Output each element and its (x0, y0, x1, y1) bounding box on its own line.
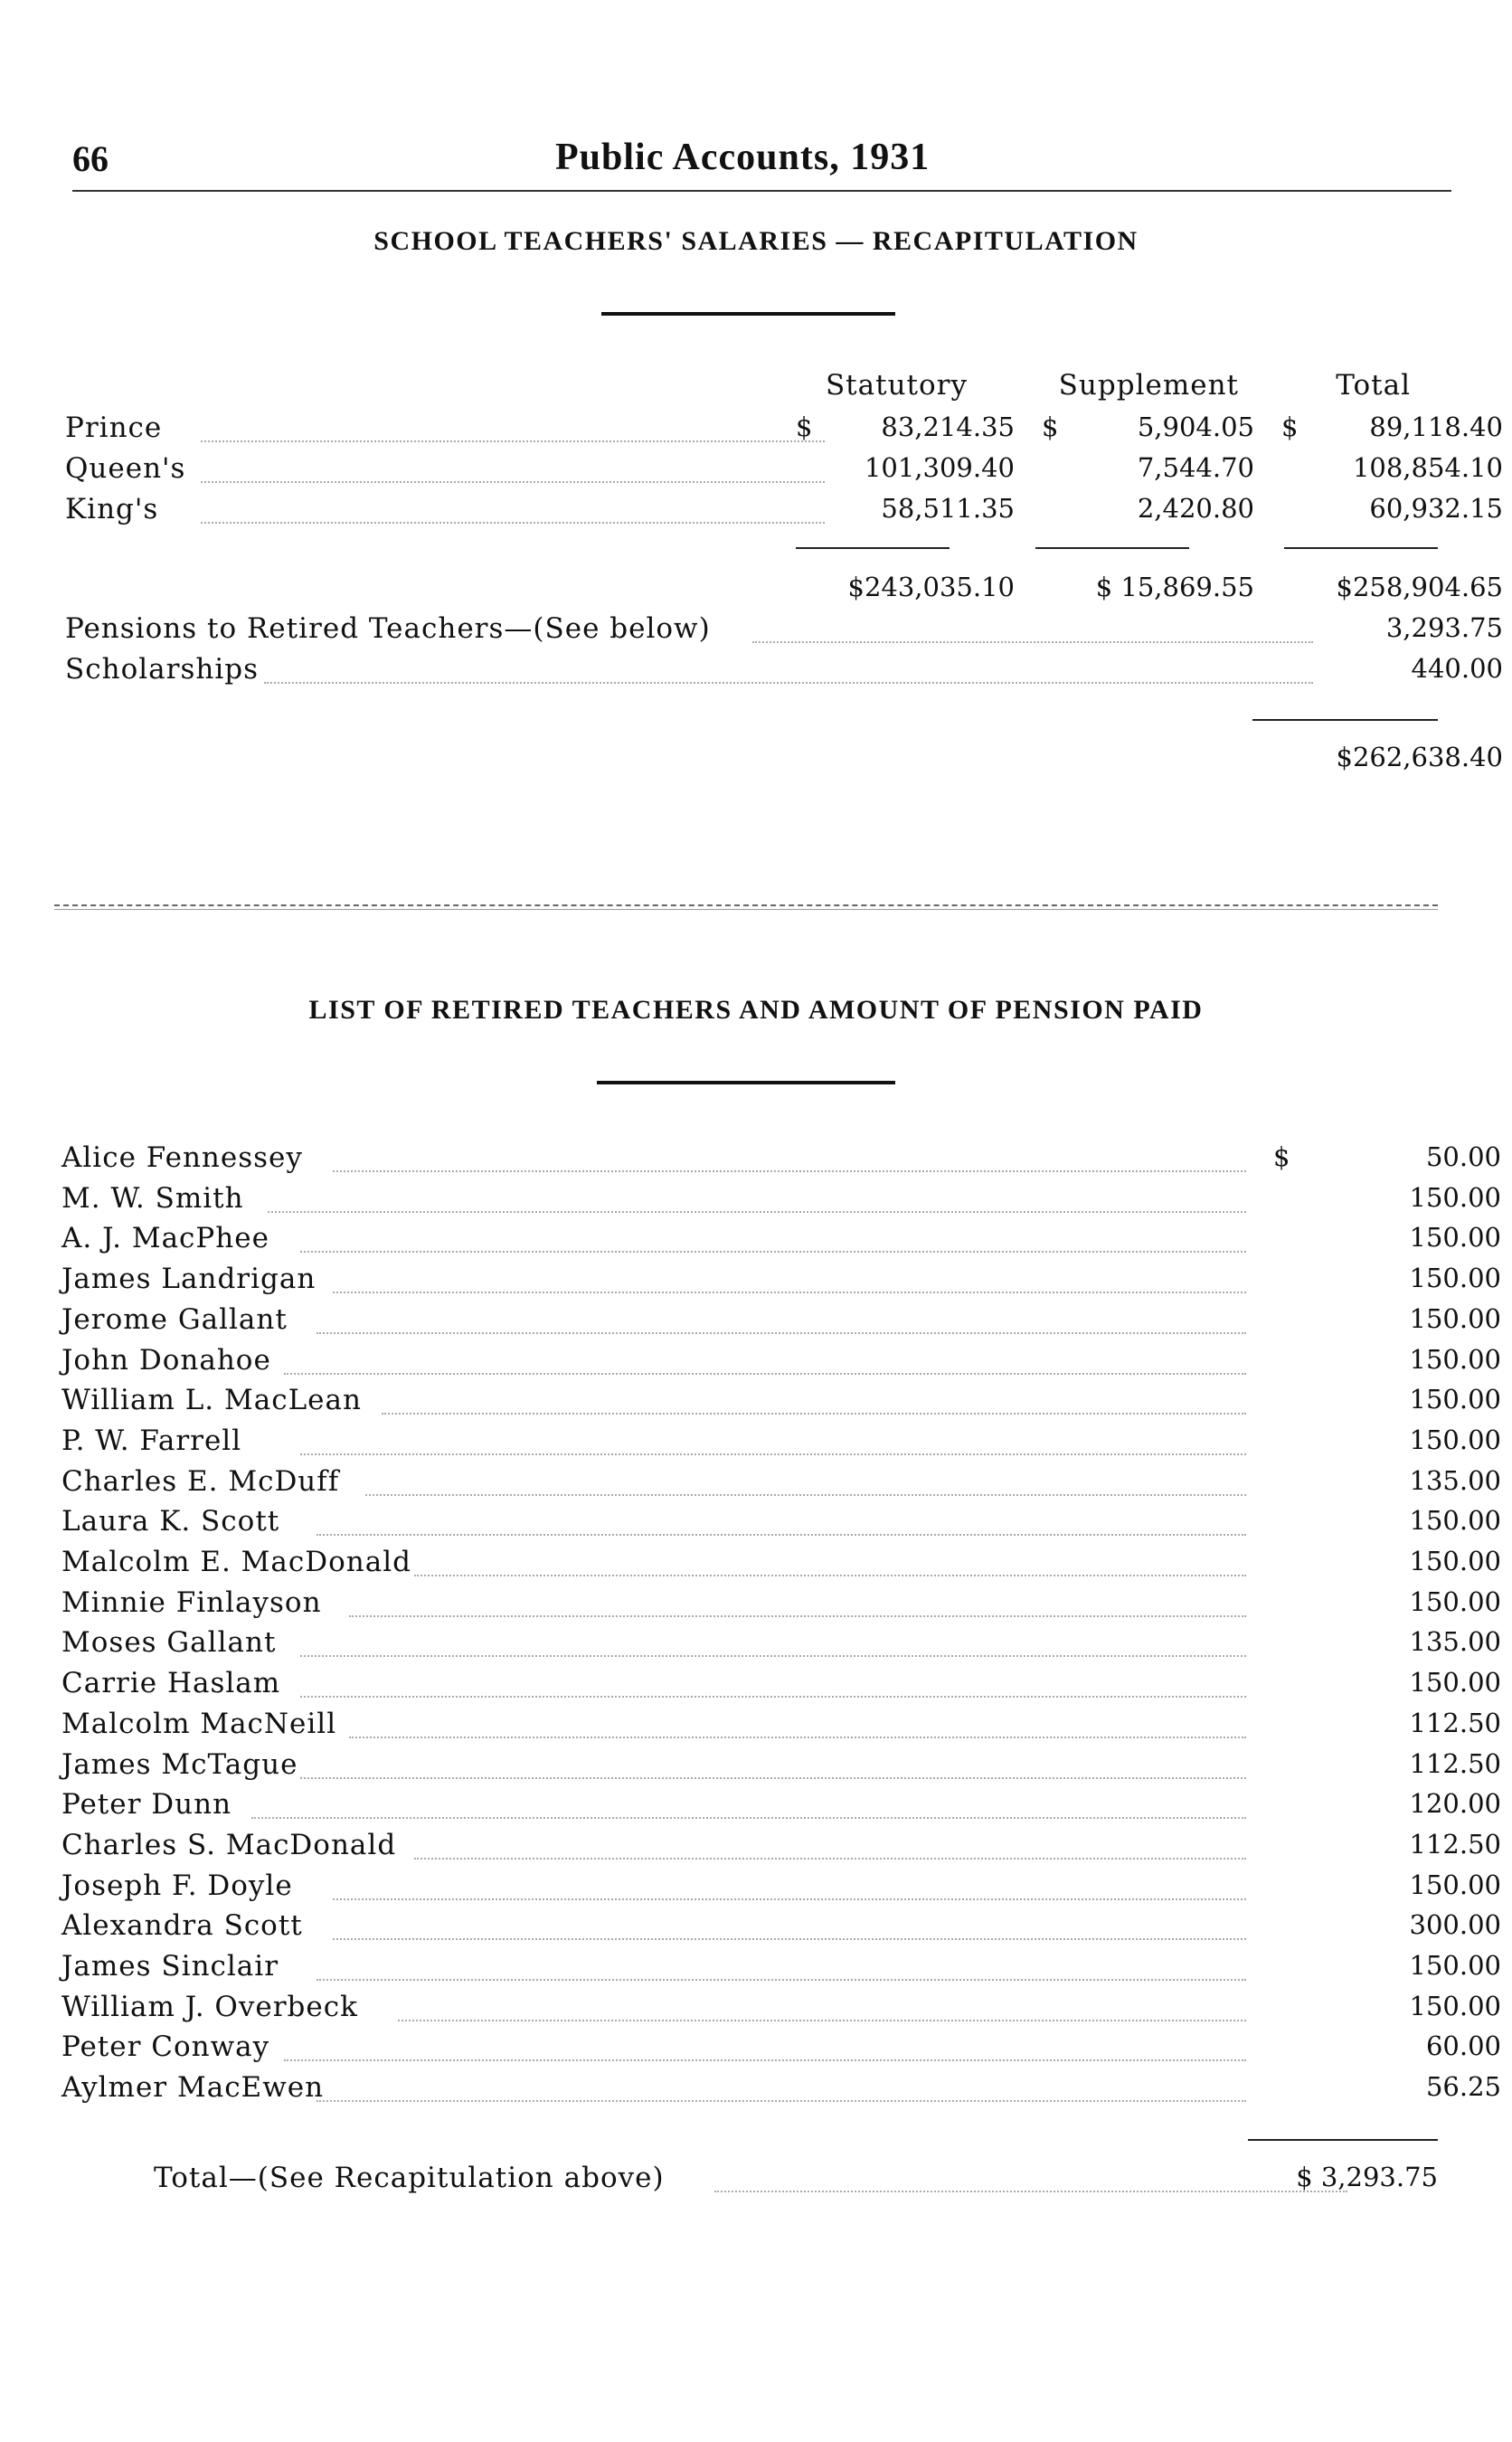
leader-dots (317, 1532, 1246, 1536)
pension-amount: 150.00 (1409, 1585, 1501, 1617)
pension-amount: 112.50 (1409, 1828, 1501, 1860)
leader-dots (333, 1169, 1246, 1172)
leader-dots (333, 1936, 1246, 1940)
pension-row (61, 1626, 1501, 1667)
pension-amount: 150.00 (1409, 1384, 1501, 1415)
pension-amount: 150.00 (1409, 1343, 1501, 1375)
leader-dots (300, 1775, 1246, 1779)
recap-pensions-row (65, 612, 1503, 653)
pension-row (61, 1585, 1501, 1627)
scholarships-label: Scholarships (65, 653, 259, 686)
col-header-statutory: Statutory (825, 369, 968, 402)
pension-row (61, 1667, 1501, 1708)
pension-row (61, 1707, 1501, 1748)
teacher-name: M. W. Smith (61, 1181, 244, 1215)
recap-row (65, 412, 1503, 452)
statutory-sum-rule (796, 547, 950, 549)
pension-amount: 150.00 (1409, 1950, 1501, 1981)
pension-amount: 56.25 (1425, 2071, 1501, 2103)
pension-total-rule (1248, 2139, 1438, 2141)
pension-row (61, 1869, 1501, 1910)
pension-amount: 50.00 (1425, 1141, 1501, 1172)
grand-total: $262,638.40 (1336, 742, 1503, 772)
pension-row (61, 1546, 1501, 1586)
pension-row (61, 1828, 1501, 1869)
dollar-sign: $ (1273, 1141, 1290, 1172)
pension-total-label: Total—(See Recapitulation above) (154, 2162, 665, 2194)
teacher-name: Aylmer MacEwen (61, 2071, 325, 2105)
leader-dots (300, 1653, 1246, 1657)
pension-amount: 135.00 (1409, 1464, 1501, 1496)
leader-dots (201, 520, 825, 524)
pension-row (61, 1950, 1501, 1991)
teacher-name: Malcolm MacNeill (61, 1707, 337, 1740)
teacher-name: Laura K. Scott (61, 1505, 280, 1538)
pension-row (61, 1909, 1501, 1950)
pension-row (61, 1181, 1501, 1223)
teacher-name: Charles S. MacDonald (61, 1828, 397, 1861)
teacher-name: James Sinclair (61, 1950, 279, 1983)
pension-row (61, 1747, 1501, 1789)
pension-amount: 150.00 (1409, 1990, 1501, 2021)
page-number: 66 (72, 138, 109, 179)
pension-row (61, 1263, 1501, 1303)
pension-amount: 150.00 (1409, 1424, 1501, 1455)
dollar-sign: $ (796, 412, 813, 442)
region-label: Queen's (65, 452, 186, 485)
pensions-title-underline (597, 1081, 895, 1084)
pension-amount: 112.50 (1409, 1707, 1501, 1738)
leader-dots (365, 1492, 1246, 1496)
pension-amount: 150.00 (1409, 1546, 1501, 1576)
leader-dots (333, 1290, 1246, 1293)
recap-subtotal-row (65, 572, 1503, 612)
section-separator (54, 904, 1438, 910)
leader-dots (268, 1209, 1246, 1213)
recap-row (65, 493, 1503, 534)
pension-row (61, 1302, 1501, 1344)
teacher-name: William L. MacLean (61, 1384, 362, 1417)
leader-dots (317, 2098, 1246, 2102)
leader-dots (398, 2018, 1246, 2021)
teacher-name: Charles E. McDuff (61, 1464, 340, 1498)
teacher-name: James McTague (61, 1747, 298, 1781)
supplement-value: 5,904.05 (1137, 412, 1254, 442)
pension-amount: 60.00 (1425, 2030, 1501, 2062)
teacher-name: Jerome Gallant (61, 1302, 288, 1336)
grand-total-rule (1252, 719, 1438, 721)
pension-amount: 120.00 (1409, 1788, 1501, 1820)
pension-row (61, 1141, 1501, 1182)
teacher-name: Moses Gallant (61, 1626, 277, 1660)
subtotal-statutory: $243,035.10 (847, 572, 1015, 602)
leader-dots (264, 680, 1313, 684)
leader-dots (349, 1735, 1246, 1738)
leader-dots (284, 1371, 1246, 1375)
pension-amount: 112.50 (1409, 1747, 1501, 1779)
leader-dots (382, 1411, 1246, 1415)
pension-row (61, 1222, 1501, 1263)
pension-row (61, 1505, 1501, 1546)
pensions-label: Pensions to Retired Teachers—(See below) (65, 612, 711, 645)
leader-dots (284, 2058, 1246, 2061)
recap-row (65, 452, 1503, 493)
scholarships-amount: 440.00 (1411, 653, 1503, 684)
pension-total-amount: $ 3,293.75 (1296, 2162, 1438, 2192)
statutory-value: 83,214.35 (881, 412, 1015, 442)
pension-row (61, 1424, 1501, 1465)
teacher-name: Joseph F. Doyle (61, 1869, 293, 1902)
dollar-sign: $ (1042, 412, 1059, 442)
leader-dots (752, 639, 1313, 643)
recap-grand-total-row (65, 742, 1503, 782)
pension-row (61, 1990, 1501, 2031)
teacher-name: Carrie Haslam (61, 1667, 281, 1700)
teacher-name: Alexandra Scott (61, 1909, 303, 1943)
leader-dots (714, 2189, 1347, 2192)
leader-dots (251, 1815, 1246, 1819)
teacher-name: Malcolm E. MacDonald (61, 1546, 411, 1578)
dollar-sign: $ (1281, 412, 1299, 442)
leader-dots (300, 1452, 1246, 1455)
leader-dots (414, 1856, 1246, 1860)
supplement-sum-rule (1035, 547, 1189, 549)
recap-title-underline (601, 312, 895, 316)
leader-dots (317, 1977, 1246, 1981)
leader-dots (201, 479, 825, 483)
pension-amount: 150.00 (1409, 1263, 1501, 1294)
statutory-value: 58,511.35 (881, 493, 1015, 524)
recap-title: SCHOOL TEACHERS' SALARIES — RECAPITULATION (373, 226, 1139, 256)
leader-dots (300, 1694, 1246, 1698)
leader-dots (317, 1330, 1246, 1334)
pensions-amount: 3,293.75 (1385, 612, 1503, 643)
teacher-name: William J. Overbeck (61, 1990, 358, 2023)
statutory-value: 101,309.40 (864, 452, 1015, 483)
total-value: 60,932.15 (1369, 493, 1503, 524)
supplement-value: 7,544.70 (1137, 452, 1254, 483)
pension-row (61, 1384, 1501, 1424)
teacher-name: James Landrigan (61, 1263, 317, 1296)
pension-amount: 150.00 (1409, 1667, 1501, 1699)
teacher-name: John Donahoe (61, 1343, 271, 1377)
teacher-name: Peter Conway (61, 2030, 270, 2064)
pensions-title: LIST OF RETIRED TEACHERS AND AMOUNT OF PENSION PAID (308, 995, 1204, 1025)
leader-dots (300, 1249, 1246, 1253)
region-label: King's (65, 493, 159, 525)
pension-row (61, 1343, 1501, 1385)
total-value: 108,854.10 (1352, 452, 1503, 483)
pension-amount: 300.00 (1409, 1909, 1501, 1941)
teacher-name: P. W. Farrell (61, 1424, 242, 1457)
pension-total-row (154, 2162, 1438, 2202)
teacher-name: Alice Fennessey (61, 1141, 303, 1174)
col-header-total: Total (1336, 369, 1411, 402)
pension-row (61, 1464, 1501, 1506)
teacher-name: Minnie Finlayson (61, 1585, 322, 1619)
pension-amount: 150.00 (1409, 1869, 1501, 1900)
pension-amount: 135.00 (1409, 1626, 1501, 1658)
pension-amount: 150.00 (1409, 1505, 1501, 1537)
pension-row (61, 1788, 1501, 1829)
pension-row (61, 2071, 1501, 2112)
leader-dots (349, 1614, 1246, 1617)
recap-scholarships-row (65, 653, 1503, 694)
region-label: Prince (65, 412, 163, 444)
teacher-name: Peter Dunn (61, 1788, 232, 1822)
subtotal-supplement: $ 15,869.55 (1095, 572, 1254, 602)
pension-amount: 150.00 (1409, 1302, 1501, 1334)
subtotal-total: $258,904.65 (1336, 572, 1503, 602)
leader-dots (201, 439, 825, 442)
header-rule (72, 190, 1451, 192)
leader-dots (414, 1573, 1246, 1576)
pension-amount: 150.00 (1409, 1222, 1501, 1254)
supplement-value: 2,420.80 (1137, 493, 1254, 524)
teacher-name: A. J. MacPhee (61, 1222, 269, 1255)
col-header-supplement: Supplement (1058, 369, 1239, 402)
total-value: 89,118.40 (1369, 412, 1503, 442)
page-title: Public Accounts, 1931 (555, 137, 931, 178)
total-sum-rule (1284, 547, 1438, 549)
pension-row (61, 2030, 1501, 2071)
leader-dots (333, 1897, 1246, 1900)
pension-amount: 150.00 (1409, 1181, 1501, 1213)
